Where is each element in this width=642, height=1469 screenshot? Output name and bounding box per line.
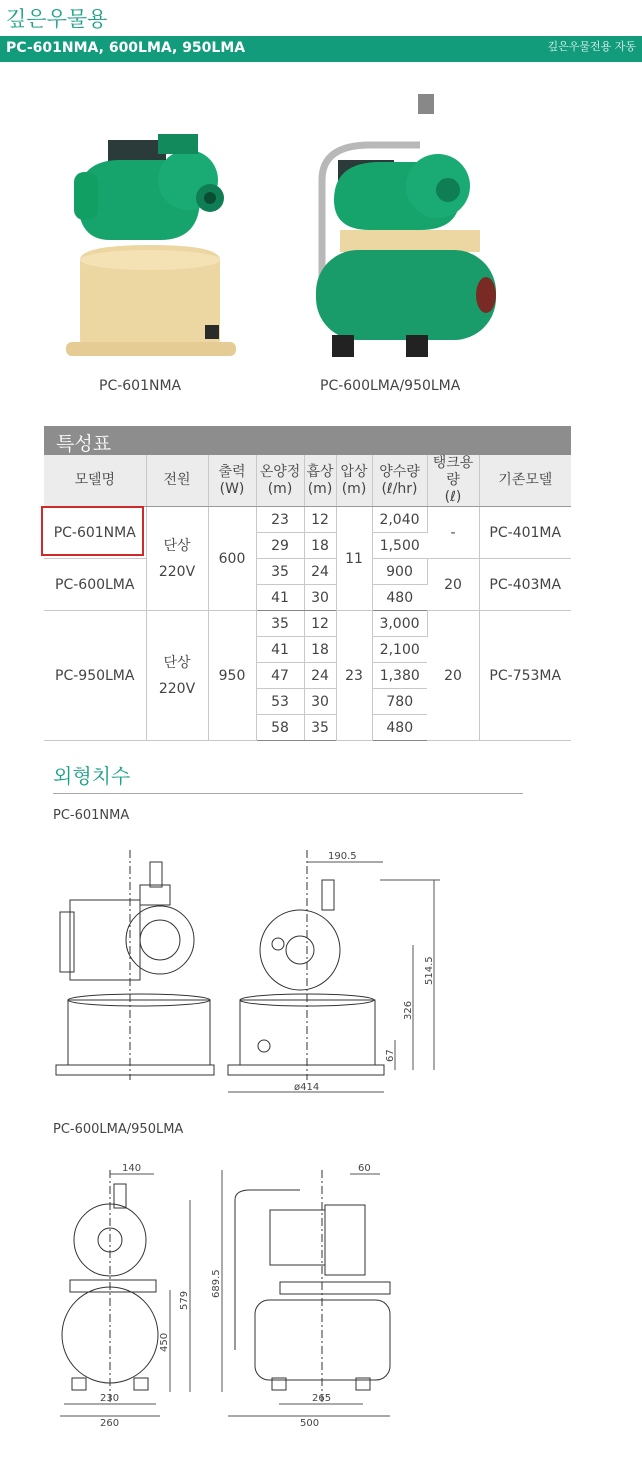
col-pressure: 압상 (m) [336,455,372,507]
flow-cell: 1,380 [372,663,427,689]
col-model: 모델명 [44,455,146,507]
drawing-label-1: PC-601NMA [53,808,130,823]
col-tank: 탱크용량 (ℓ) [427,455,479,507]
side-view-600lma [235,1170,390,1405]
col-power: 전원 [146,455,208,507]
dim-140: 140 [122,1163,142,1174]
flow-cell: 480 [372,715,427,741]
suction-cell: 12 [304,611,336,637]
suction-cell: 35 [304,715,336,741]
model-list: PC-601NMA, 600LMA, 950LMA [6,40,246,56]
power-cell: 단상 220V [146,507,208,611]
flow-cell: 2,040 [372,507,427,533]
table-row [44,559,571,585]
flow-cell: 1,500 [372,533,427,559]
dimensions-title: 외형치수 [53,764,131,788]
pressure-cell: 11 [336,507,372,611]
pump-photo-601nma [60,120,240,365]
head-cell: 35 [256,559,304,585]
suction-cell: 24 [304,559,336,585]
dim-260: 260 [100,1418,120,1429]
product-caption-2: PC-600LMA/950LMA [320,378,461,394]
band-subtitle: 깊은우물전용 자동 [547,40,636,53]
flow-cell: 780 [372,689,427,715]
flow-cell: 480 [372,585,427,611]
dim-414: ø414 [294,1082,320,1093]
old-model-cell: PC-753MA [479,611,571,741]
model-band [0,36,642,62]
old-model-cell: PC-401MA [479,507,571,559]
dim-67: 67 [385,1049,396,1062]
dimension-drawing-600lma [50,1160,410,1430]
old-model-cell: PC-403MA [479,559,571,611]
suction-cell: 24 [304,663,336,689]
head-cell: 35 [256,611,304,637]
head-cell: 29 [256,533,304,559]
spec-table-title: 특성표 [56,433,112,455]
dim-579: 579 [179,1290,190,1310]
tank-cell: 20 [427,611,479,741]
head-cell: 41 [256,585,304,611]
head-cell: 58 [256,715,304,741]
flow-cell: 2,100 [372,637,427,663]
head-cell: 23 [256,507,304,533]
pump-photo-600lma [310,90,500,365]
dim-500: 500 [300,1418,320,1429]
pressure-cell: 23 [336,611,372,741]
dim-450: 450 [159,1332,170,1352]
tank-cell: - [427,507,479,559]
suction-cell: 30 [304,689,336,715]
dim-326: 326 [403,1000,414,1020]
spec-table [44,455,571,741]
spec-header-row [44,455,571,507]
table-row [44,507,571,533]
suction-cell: 18 [304,533,336,559]
drawing-label-2: PC-600LMA/950LMA [53,1122,184,1137]
col-suction: 흡상 (m) [304,455,336,507]
dim-230: 230 [100,1393,120,1404]
model-cell: PC-600LMA [44,559,146,611]
flow-cell: 3,000 [372,611,427,637]
col-output: 출력 (W) [208,455,256,507]
head-cell: 47 [256,663,304,689]
front-view-600lma [62,1170,158,1405]
dim-689-5: 689.5 [211,1269,222,1298]
spec-table-title-bar [44,426,571,455]
output-cell: 600 [208,507,256,611]
dim-265: 265 [312,1393,332,1404]
head-cell: 53 [256,689,304,715]
suction-cell: 18 [304,637,336,663]
table-row [44,611,571,637]
suction-cell: 30 [304,585,336,611]
suction-cell: 12 [304,507,336,533]
divider [53,793,523,794]
dim-190-5: 190.5 [328,851,357,862]
side-view-601nma [56,850,214,1080]
head-cell: 41 [256,637,304,663]
dim-514-5: 514.5 [424,956,435,985]
category-title: 깊은우물용 [6,7,108,31]
model-cell: PC-601NMA [44,507,146,559]
tank-cell: 20 [427,559,479,611]
front-view-601nma [228,850,384,1080]
flow-cell: 900 [372,559,427,585]
col-total-head: 온양정 (m) [256,455,304,507]
model-cell: PC-950LMA [44,611,146,741]
col-old-model: 기존모델 [479,455,571,507]
product-caption-1: PC-601NMA [99,378,182,394]
power-cell: 단상 220V [146,611,208,741]
dimension-drawing-601nma [50,840,450,1100]
col-flow: 양수량 (ℓ/hr) [372,455,427,507]
output-cell: 950 [208,611,256,741]
dim-60: 60 [358,1163,371,1174]
